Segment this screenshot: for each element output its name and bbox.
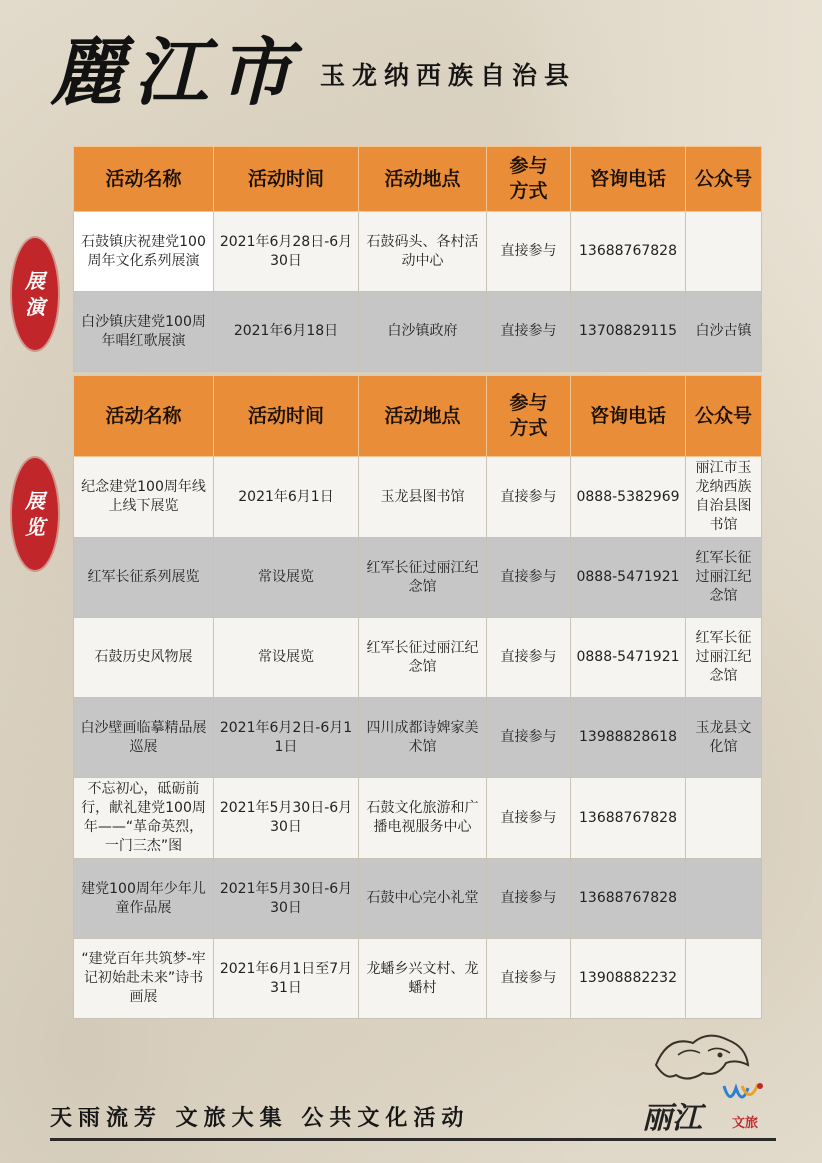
cell-mode: 直接参与 xyxy=(487,618,571,698)
cell-mode: 直接参与 xyxy=(487,859,571,939)
exhibition-table xyxy=(73,375,762,1019)
cell-phone: 13688767828 xyxy=(571,859,686,939)
cell-name: 白沙壁画临摹精品展巡展 xyxy=(74,698,214,778)
cell-name: 建党100周年少年儿童作品展 xyxy=(74,859,214,939)
table-row xyxy=(74,939,762,1019)
cell-time: 2021年6月28日-6月30日 xyxy=(214,212,359,292)
cell-account xyxy=(686,778,762,859)
column-header: 公众号 xyxy=(686,147,762,212)
table-row xyxy=(74,778,762,859)
cell-place: 龙蟠乡兴文村、龙蟠村 xyxy=(359,939,487,1019)
column-header: 活动时间 xyxy=(214,376,359,457)
column-header: 活动名称 xyxy=(74,376,214,457)
cell-phone: 13688767828 xyxy=(571,778,686,859)
cell-time: 2021年6月18日 xyxy=(214,292,359,372)
seal-char: 展 xyxy=(25,269,45,293)
cell-phone: 13988828618 xyxy=(571,698,686,778)
cell-name: 白沙镇庆建党100周年唱红歌展演 xyxy=(74,292,214,372)
cell-account xyxy=(686,859,762,939)
cell-account xyxy=(686,939,762,1019)
cell-account: 白沙古镇 xyxy=(686,292,762,372)
page-subtitle: 玉龙纳西族自治县 xyxy=(320,61,577,90)
cell-mode: 直接参与 xyxy=(487,538,571,618)
column-header: 活动时间 xyxy=(214,147,359,212)
table-row xyxy=(74,859,762,939)
footer-divider xyxy=(50,1138,776,1141)
cell-mode: 直接参与 xyxy=(487,698,571,778)
cell-mode: 直接参与 xyxy=(487,457,571,538)
table-row xyxy=(74,698,762,778)
cell-place: 石鼓中心完小礼堂 xyxy=(359,859,487,939)
culture-tourism-mark-icon xyxy=(722,1078,766,1108)
column-header: 活动名称 xyxy=(74,147,214,212)
footer-slogan: 天雨流芳 文旅大集 公共文化活动 xyxy=(50,1105,470,1131)
cell-name: 红军长征系列展览 xyxy=(74,538,214,618)
cell-name: 不忘初心，砥砺前行，献礼建党100周年——“革命英烈，一门三杰”图 xyxy=(74,778,214,859)
cell-account: 红军长征过丽江纪念馆 xyxy=(686,538,762,618)
cell-time: 2021年6月1日至7月31日 xyxy=(214,939,359,1019)
table-row xyxy=(74,457,762,538)
cell-time: 2021年5月30日-6月30日 xyxy=(214,859,359,939)
table-row xyxy=(74,618,762,698)
cell-place: 白沙镇政府 xyxy=(359,292,487,372)
cell-place: 石鼓码头、各村活动中心 xyxy=(359,212,487,292)
cell-place: 红军长征过丽江纪念馆 xyxy=(359,538,487,618)
table-header-row xyxy=(74,147,762,212)
cell-time: 常设展览 xyxy=(214,618,359,698)
cell-phone: 0888-5471921 xyxy=(571,538,686,618)
column-header-text: 参与方式 xyxy=(509,155,548,202)
cell-mode: 直接参与 xyxy=(487,778,571,859)
column-header xyxy=(487,376,571,457)
cell-mode: 直接参与 xyxy=(487,292,571,372)
cell-name: 石鼓镇庆祝建党100周年文化系列展演 xyxy=(74,212,214,292)
table-row xyxy=(74,292,762,372)
seal-char: 览 xyxy=(25,515,45,539)
cell-name: 纪念建党100周年线上线下展览 xyxy=(74,457,214,538)
cell-mode: 直接参与 xyxy=(487,212,571,292)
table-header-row xyxy=(74,376,762,457)
performance-table xyxy=(73,146,762,372)
column-header-text: 参与方式 xyxy=(509,392,548,439)
logo-text: 丽江 xyxy=(642,1101,702,1136)
cell-phone: 0888-5471921 xyxy=(571,618,686,698)
cell-account: 丽江市玉龙纳西族自治县图书馆 xyxy=(686,457,762,538)
column-header: 公众号 xyxy=(686,376,762,457)
cell-account: 玉龙县文化馆 xyxy=(686,698,762,778)
column-header xyxy=(487,147,571,212)
cell-time: 2021年5月30日-6月30日 xyxy=(214,778,359,859)
cell-phone: 13688767828 xyxy=(571,212,686,292)
seal-char: 演 xyxy=(25,295,45,319)
cell-place: 红军长征过丽江纪念馆 xyxy=(359,618,487,698)
cell-place: 玉龙县图书馆 xyxy=(359,457,487,538)
cell-name: 石鼓历史风物展 xyxy=(74,618,214,698)
cell-time: 常设展览 xyxy=(214,538,359,618)
cell-time: 2021年6月2日-6月11日 xyxy=(214,698,359,778)
page-title: 麗江市 xyxy=(50,30,302,116)
section-seal-performance xyxy=(12,238,58,350)
table-row xyxy=(74,212,762,292)
cell-name: “建党百年共筑梦-牢记初始赴未来”诗书画展 xyxy=(74,939,214,1019)
table-row xyxy=(74,538,762,618)
cell-phone: 13908882232 xyxy=(571,939,686,1019)
cell-place: 四川成都诗婢家美术馆 xyxy=(359,698,487,778)
column-header: 咨询电话 xyxy=(571,376,686,457)
cell-mode: 直接参与 xyxy=(487,939,571,1019)
column-header: 活动地点 xyxy=(359,376,487,457)
seal-char: 展 xyxy=(25,489,45,513)
column-header: 咨询电话 xyxy=(571,147,686,212)
cell-account xyxy=(686,212,762,292)
logo-small-text: 文旅 xyxy=(732,1116,759,1131)
cell-place: 石鼓文化旅游和广播电视服务中心 xyxy=(359,778,487,859)
cell-account: 红军长征过丽江纪念馆 xyxy=(686,618,762,698)
cell-time: 2021年6月1日 xyxy=(214,457,359,538)
column-header: 活动地点 xyxy=(359,147,487,212)
cell-phone: 0888-5382969 xyxy=(571,457,686,538)
section-seal-exhibition xyxy=(12,458,58,570)
cell-phone: 13708829115 xyxy=(571,292,686,372)
